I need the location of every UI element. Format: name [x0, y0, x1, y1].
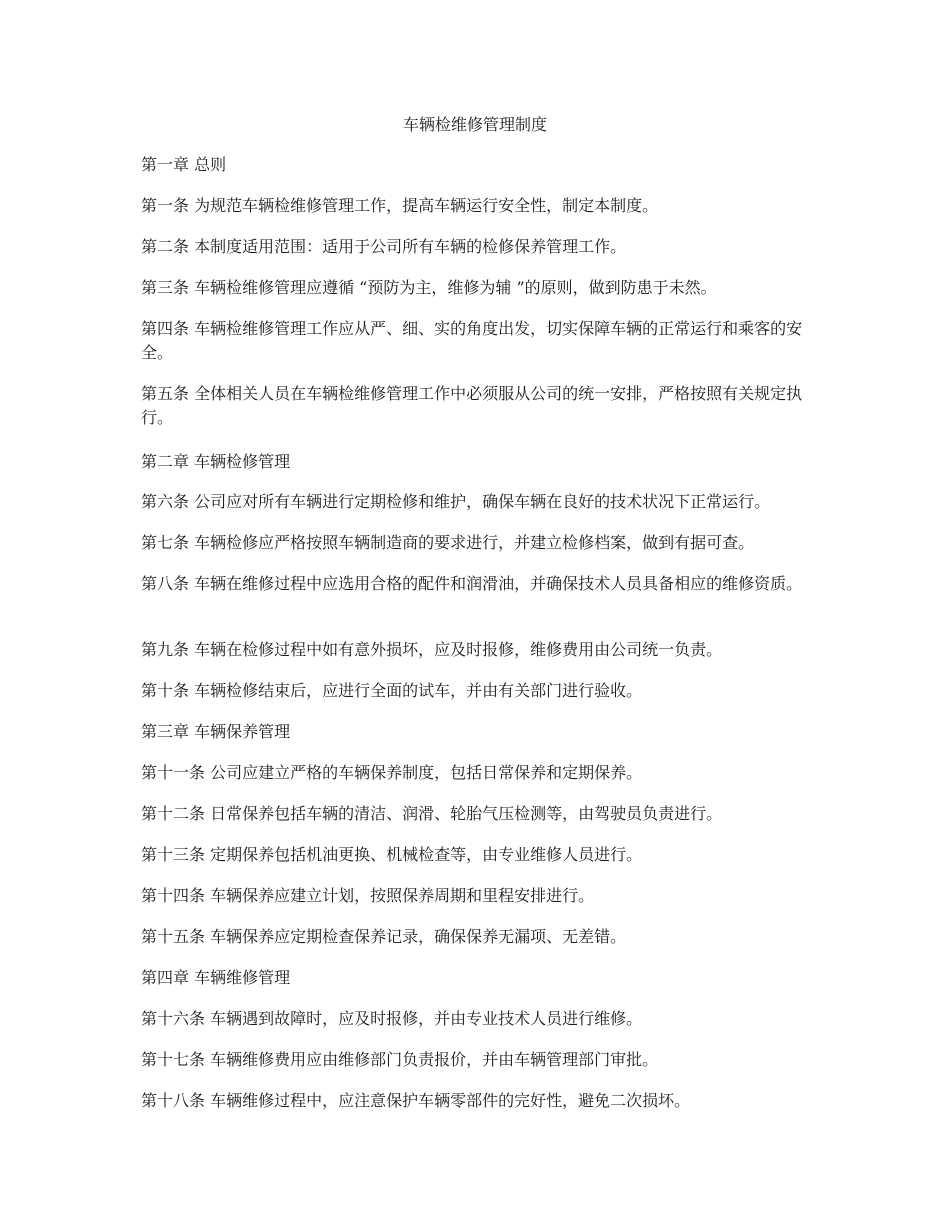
article-paragraph: 第十八条 车辆维修过程中，应注意保护车辆零部件的完好性，避免二次损坏。	[141, 1091, 691, 1110]
article-paragraph: 第十六条 车辆遇到故障时，应及时报修，并由专业技术人员进行维修。	[141, 1009, 643, 1028]
chapter-heading: 第三章 车辆保养管理	[141, 722, 291, 741]
chapter-heading: 第一章 总则	[141, 155, 227, 174]
article-paragraph: 第六条 公司应对所有车辆进行定期检修和维护，确保车辆在良好的技术状况下正常运行。	[141, 492, 771, 511]
chapter-heading: 第四章 车辆维修管理	[141, 968, 291, 987]
article-paragraph: 第一条 为规范车辆检维修管理工作，提高车辆运行安全性，制定本制度。	[141, 196, 659, 215]
article-paragraph: 第三条 车辆检维修管理应遵循 “预防为主，维修为辅 ”的原则，做到防患于未然。	[141, 278, 717, 297]
article-paragraph: 第九条 车辆在检修过程中如有意外损坏，应及时报修，维修费用由公司统一负责。	[141, 640, 723, 659]
article-paragraph: 第七条 车辆检修应严格按照车辆制造商的要求进行，并建立检修档案，做到有据可查。	[141, 533, 755, 552]
article-paragraph: 第十一条 公司应建立严格的车辆保养制度，包括日常保养和定期保养。	[141, 763, 643, 782]
article-paragraph: 第十三条 定期保养包括机油更换、机械检查等，由专业维修人员进行。	[141, 845, 643, 864]
article-paragraph: 第四条 车辆检维修管理工作应从严、细、实的角度出发，切实保障车辆的正常运行和乘客的安全。	[141, 319, 803, 362]
chapter-heading: 第二章 车辆检修管理	[141, 452, 291, 471]
document-title: 车辆检维修管理制度	[402, 115, 547, 134]
article-paragraph: 第五条 全体相关人员在车辆检维修管理工作中必须服从公司的统一安排，严格按照有关规定执行。	[141, 384, 803, 427]
article-paragraph: 第十五条 车辆保养应定期检查保养记录，确保保养无漏项、无差错。	[141, 927, 627, 946]
article-paragraph: 第十七条 车辆维修费用应由维修部门负责报价，并由车辆管理部门审批。	[141, 1050, 659, 1069]
article-paragraph: 第八条 车辆在维修过程中应选用合格的配件和润滑油，并确保技术人员具备相应的维修资质。	[141, 574, 803, 593]
article-paragraph: 第十条 车辆检修结束后，应进行全面的试车，并由有关部门进行验收。	[141, 681, 643, 700]
article-paragraph: 第二条 本制度适用范围：适用于公司所有车辆的检修保养管理工作。	[141, 237, 627, 256]
article-paragraph: 第十二条 日常保养包括车辆的清洁、润滑、轮胎气压检测等，由驾驶员负责进行。	[141, 804, 723, 823]
article-paragraph: 第十四条 车辆保养应建立计划，按照保养周期和里程安排进行。	[141, 886, 595, 905]
